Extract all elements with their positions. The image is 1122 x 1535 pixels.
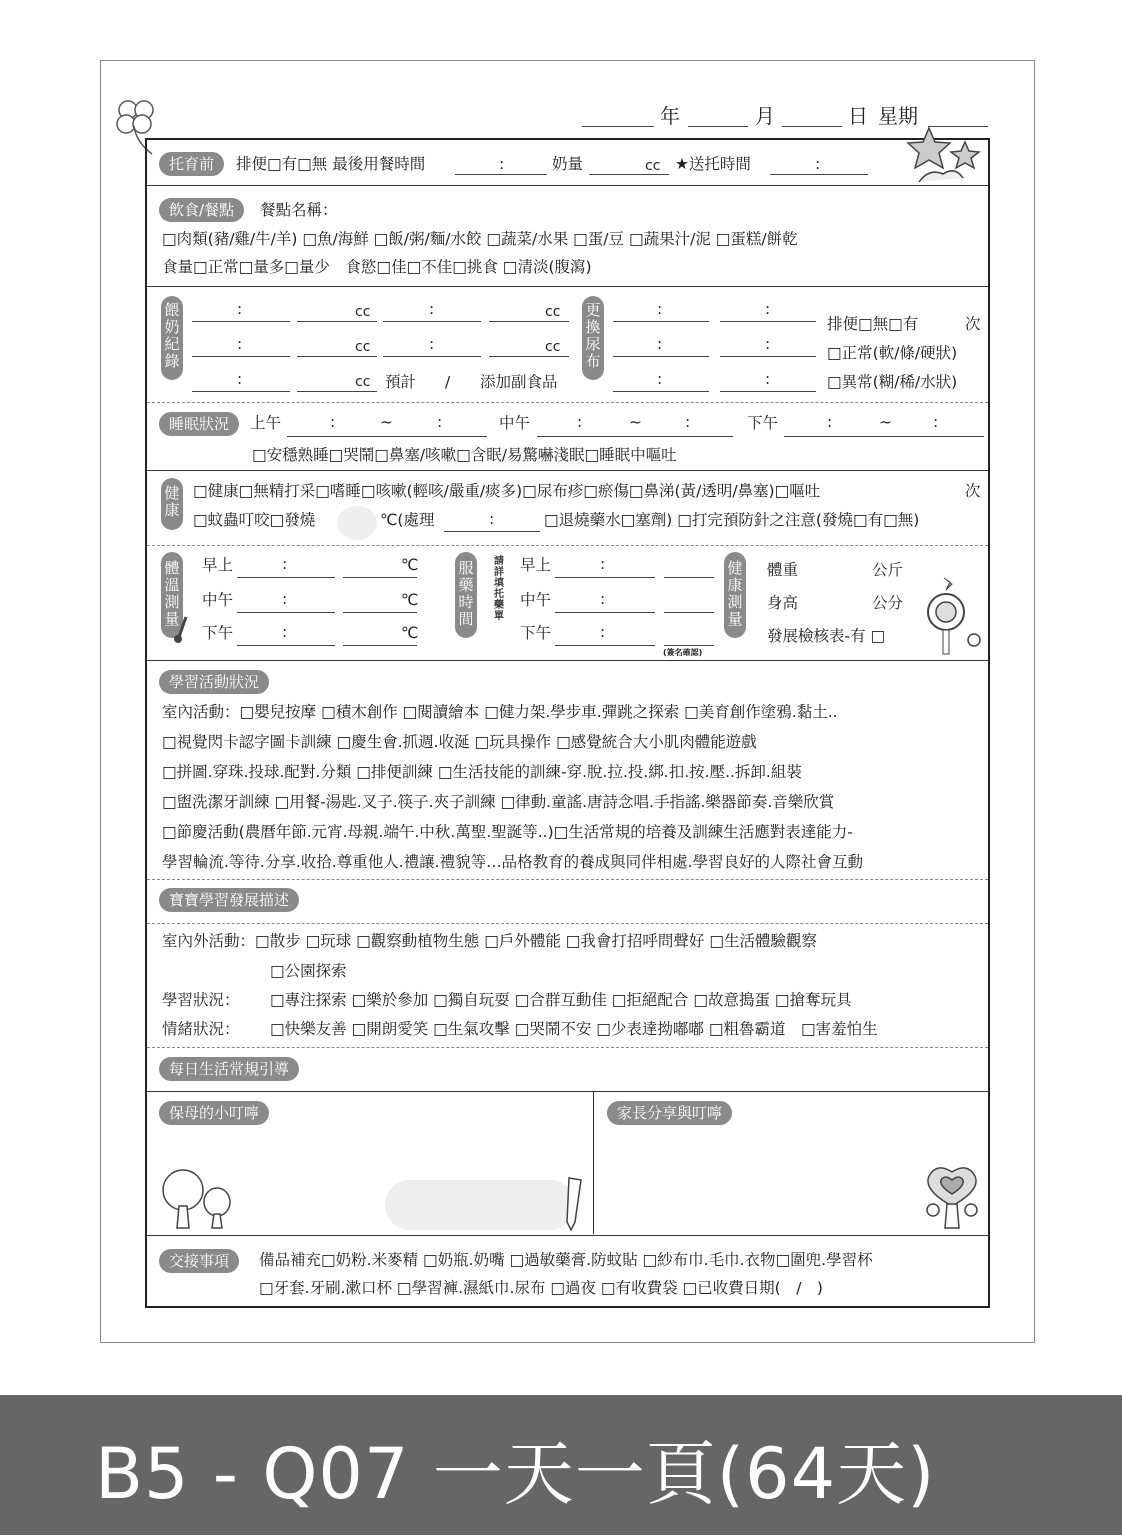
study-options: □專注探索 □樂於參加 □獨自玩耍 □合群互動佳 □拒絕配合 □故意搗蛋 □搶奪玩具 <box>270 991 852 1009</box>
divider <box>147 286 988 287</box>
learning-line: 學習輪流.等待.分享.收拾.尊重他人.禮讓.禮貌等…品格教育的養成與同伴相處.學習良好的人際社會互動 <box>162 853 863 871</box>
medicine-title: 服藥時間 <box>455 552 477 638</box>
temp-afternoon-label: 下午 <box>202 624 234 642</box>
handover-items: □牙套.牙刷.漱口杯 □學習褲.濕紙巾.尿布 □過夜 □有收費袋 □已收費日期( / ) <box>259 1279 823 1297</box>
med-sign-line[interactable] <box>664 612 714 613</box>
colon: : <box>429 300 435 318</box>
cc-unit: cc <box>355 374 371 390</box>
stool-abnormal: □異常(糊/稀/水狀) <box>827 373 958 391</box>
temp-value-line[interactable] <box>343 577 417 578</box>
caregiver-note-box[interactable] <box>147 1092 594 1234</box>
colon: : <box>429 335 435 353</box>
celsius-unit: ℃ <box>401 624 419 642</box>
divider <box>147 879 988 880</box>
fever-label: □蚊蟲叮咬□發燒 <box>193 511 316 529</box>
growth-title: 健康測量 <box>724 552 746 638</box>
meal-title: 飲食/餐點 <box>159 198 244 222</box>
colon: : <box>600 623 606 641</box>
colon: : <box>437 413 443 431</box>
med-noon-label: 中午 <box>520 591 552 609</box>
vomit-times: 次 <box>965 482 981 500</box>
medicine-note: 請詳填托藥單 <box>494 556 504 622</box>
divider <box>147 1235 988 1236</box>
treatment-time-line[interactable] <box>444 531 540 532</box>
sleep-status: □安穩熟睡□哭鬧□鼻塞/咳嗽□含眠/易驚嚇淺眠□睡眠中嘔吐 <box>252 446 677 464</box>
meal-options: □肉類(豬/雞/牛/羊) □魚/海鮮 □飯/粥/麵/水餃 □蔬菜/水果 □蛋/豆 □蔬果汁/泥 □蛋糕/餅乾 <box>162 230 798 248</box>
med-time-line[interactable] <box>555 645 655 646</box>
thermometer-icon <box>174 615 190 645</box>
colon: : <box>657 300 663 318</box>
cc-unit: cc <box>355 339 371 355</box>
mood-label: 情緒狀況： <box>162 1020 240 1038</box>
colon: : <box>765 335 771 353</box>
sleep-noon-line[interactable] <box>537 436 733 437</box>
sleep-afternoon-label: 下午 <box>747 414 779 432</box>
med-sign-line[interactable] <box>664 645 714 646</box>
outdoor-activities: 室內外活動：□散步 □玩球 □觀察動植物生態 □戶外體能 □我會打招呼問聲好 □生活體驗觀察 <box>162 932 818 950</box>
height-unit: 公分 <box>872 594 904 612</box>
diaper-title: 更換尿布 <box>582 296 604 380</box>
pencil-icon <box>563 1176 585 1232</box>
diaper-time-line[interactable] <box>720 356 816 357</box>
sleep-morning-label: 上午 <box>250 414 282 432</box>
year-label: 年 <box>660 104 680 128</box>
learning-line: □節慶活動(農曆年節.元宵.母親.端午.中秋.萬聖.聖誕等..)□生活常規的培養及訓練生活應對表達能力- <box>162 823 853 841</box>
stool-times: 次 <box>965 315 981 333</box>
cc-unit: cc <box>545 304 561 320</box>
colon: : <box>657 335 663 353</box>
before-care-title: 托育前 <box>159 152 224 176</box>
park-explore: □公園探索 <box>270 962 347 980</box>
learning-line: □視覺閃卡認字圖卡訓練 □慶生會.抓週.收涎 □玩具操作 □感覺統合大小肌肉體能遊戲 <box>162 733 757 751</box>
cc-unit: cc <box>545 339 561 355</box>
med-morning-label: 早上 <box>520 556 552 574</box>
learning-line: 室內活動：□嬰兒按摩 □積木創作 □閱讀繪本 □健力架.學步車.彈跳之探索 □美育創作塗鴉.黏土.. <box>162 703 838 721</box>
colon: : <box>577 413 583 431</box>
month-label: 月 <box>755 104 775 128</box>
diaper-time-line[interactable] <box>720 391 816 392</box>
mood-options: □快樂友善 □開朗愛笑 □生氣攻擊 □哭鬧不安 □少表達拗嘟嘟 □粗魯霸道 □害羞怕生 <box>270 1020 878 1038</box>
colon: : <box>657 370 663 388</box>
fever-medicine-options: □退燒藥水□塞劑) □打完預防針之注意(發燒□有□無) <box>544 511 920 529</box>
diaper-time-line[interactable] <box>613 321 709 322</box>
stool-label: 排便□無□有 <box>827 315 919 333</box>
tilde: ~ <box>879 413 892 431</box>
parent-note-box[interactable] <box>595 1092 988 1234</box>
development-title: 寶寶學習發展描述 <box>159 888 299 912</box>
feed-time-line[interactable] <box>383 321 481 322</box>
handover-supplies: 備品補充□奶粉.米麥精 □奶瓶.奶嘴 □過敏藥膏.防蚊貼 □紗布巾.毛巾.衣物□圍兜.學習杯 <box>259 1251 873 1269</box>
meal-appetite: 食量□正常□量多□量少 食慾□佳□不佳□挑食 □清淡(腹瀉) <box>162 258 592 276</box>
temp-value-line[interactable] <box>343 612 417 613</box>
colon: : <box>827 413 833 431</box>
fever-treatment-label: ℃(處理 <box>380 511 435 529</box>
study-label: 學習狀況： <box>162 991 240 1009</box>
feed-time-line[interactable] <box>383 356 481 357</box>
temperature-title: 體溫測量 <box>161 552 183 638</box>
divider <box>147 470 988 471</box>
dropoff-colon: : <box>815 155 821 173</box>
colon: : <box>237 370 243 388</box>
colon: : <box>765 300 771 318</box>
diaper-time-line[interactable] <box>613 356 709 357</box>
meal-time-colon: : <box>499 155 505 173</box>
temp-time-line[interactable] <box>237 645 335 646</box>
divider <box>147 660 988 661</box>
temp-noon-label: 中午 <box>202 591 234 609</box>
stool-normal: □正常(軟/條/硬狀) <box>827 344 958 362</box>
year-line[interactable] <box>582 126 654 127</box>
before-care-text: 排便□有□無 最後用餐時間 <box>236 155 426 173</box>
colon: : <box>282 555 288 573</box>
colon: : <box>933 413 939 431</box>
sleep-title: 睡眠狀況 <box>159 412 239 436</box>
meal-time-line[interactable] <box>455 174 547 175</box>
feeding-title: 餵奶紀錄 <box>161 296 183 380</box>
dev-checklist: 發展檢核表-有 □ <box>767 627 886 645</box>
colon: : <box>600 555 606 573</box>
divider <box>147 402 988 403</box>
feed-time-line[interactable] <box>192 356 290 357</box>
divider <box>147 545 988 546</box>
colon: : <box>282 623 288 641</box>
divider <box>147 923 988 924</box>
height-label: 身高 <box>767 594 799 612</box>
feed-amount-line[interactable] <box>489 356 569 357</box>
tilde: ~ <box>380 413 393 431</box>
caregiver-note-title: 保母的小叮嚀 <box>159 1101 269 1125</box>
product-title: B5 - Q07 一天一頁(64天) <box>95 1433 936 1515</box>
colon: : <box>282 590 288 608</box>
temperature-input[interactable] <box>337 506 377 540</box>
slash: / <box>445 373 451 391</box>
sleep-noon-label: 中午 <box>499 414 531 432</box>
day-label: 日 <box>848 104 868 128</box>
tilde: ~ <box>629 413 642 431</box>
sign-confirm-label: (簽名確認) <box>663 648 703 657</box>
routine-title: 每日生活常規引導 <box>159 1057 299 1081</box>
med-afternoon-label: 下午 <box>520 624 552 642</box>
feed-amount-line[interactable] <box>297 356 377 357</box>
cc-unit: cc <box>355 304 371 320</box>
divider <box>147 1047 988 1048</box>
health-title: 健康 <box>161 478 183 530</box>
med-sign-line[interactable] <box>664 577 714 578</box>
weight-label: 體重 <box>767 561 799 579</box>
colon: : <box>237 335 243 353</box>
diaper-time-line[interactable] <box>613 391 709 392</box>
colon: : <box>330 413 336 431</box>
learning-title: 學習活動狀況 <box>159 670 269 694</box>
temp-time-line[interactable] <box>237 577 335 578</box>
colon: : <box>600 590 606 608</box>
feed-time-line[interactable] <box>192 321 290 322</box>
colon: : <box>489 510 495 528</box>
milk-label: 奶量 <box>552 155 584 173</box>
star-flower-icon <box>899 126 984 186</box>
sleep-morning-line[interactable] <box>287 436 487 437</box>
dropoff-line[interactable] <box>770 174 868 175</box>
estimate-label: 預計 <box>385 373 417 391</box>
feed-amount-line[interactable] <box>489 321 569 322</box>
colon: : <box>765 370 771 388</box>
diaper-time-line[interactable] <box>720 321 816 322</box>
feed-amount-line[interactable] <box>297 391 377 392</box>
sleep-afternoon-line[interactable] <box>784 436 984 437</box>
divider <box>147 185 988 186</box>
health-status: □健康□無精打采□嗜睡□咳嗽(輕咳/嚴重/痰多)□尿布疹□瘀傷□鼻涕(黃/透明/鼻塞)□嘔吐 <box>193 482 821 500</box>
meal-name-label: 餐點名稱： <box>260 201 338 219</box>
learning-line: □拼圖.穿珠.投球.配對.分類 □排便訓練 □生活技能的訓練-穿.脫.拉.投.綁.扣.按.壓..拆卸.組裝 <box>162 763 802 781</box>
med-time-line[interactable] <box>555 612 655 613</box>
solid-food-label: 添加副食品 <box>480 373 558 391</box>
feed-time-line[interactable] <box>192 391 290 392</box>
weekday-label: 星期 <box>878 104 918 128</box>
milk-unit: cc <box>645 158 661 174</box>
heart-tree-icon <box>921 1166 983 1232</box>
celsius-unit: ℃ <box>401 556 419 574</box>
dropoff-label: ★送托時間 <box>675 155 751 173</box>
daily-form <box>145 138 990 1308</box>
colon: : <box>237 300 243 318</box>
feed-amount-line[interactable] <box>297 321 377 322</box>
lollipop-icon <box>922 576 984 656</box>
weight-unit: 公斤 <box>872 561 904 579</box>
learning-line: □盥洗潔牙訓練 □用餐-湯匙.叉子.筷子.夾子訓練 □律動.童謠.唐詩念唱.手指謠.樂器節奏.音樂欣賞 <box>162 793 835 811</box>
parent-note-title: 家長分享與叮嚀 <box>607 1101 732 1125</box>
caregiver-note-input[interactable] <box>385 1180 575 1230</box>
temp-time-line[interactable] <box>237 612 335 613</box>
colon: : <box>685 413 691 431</box>
med-time-line[interactable] <box>555 577 655 578</box>
temp-morning-label: 早上 <box>202 556 234 574</box>
month-line[interactable] <box>688 126 748 127</box>
day-line[interactable] <box>782 126 842 127</box>
temp-value-line[interactable] <box>343 645 417 646</box>
handover-title: 交接事項 <box>159 1249 239 1273</box>
mushroom-trees-icon <box>157 1166 237 1230</box>
celsius-unit: ℃ <box>401 591 419 609</box>
